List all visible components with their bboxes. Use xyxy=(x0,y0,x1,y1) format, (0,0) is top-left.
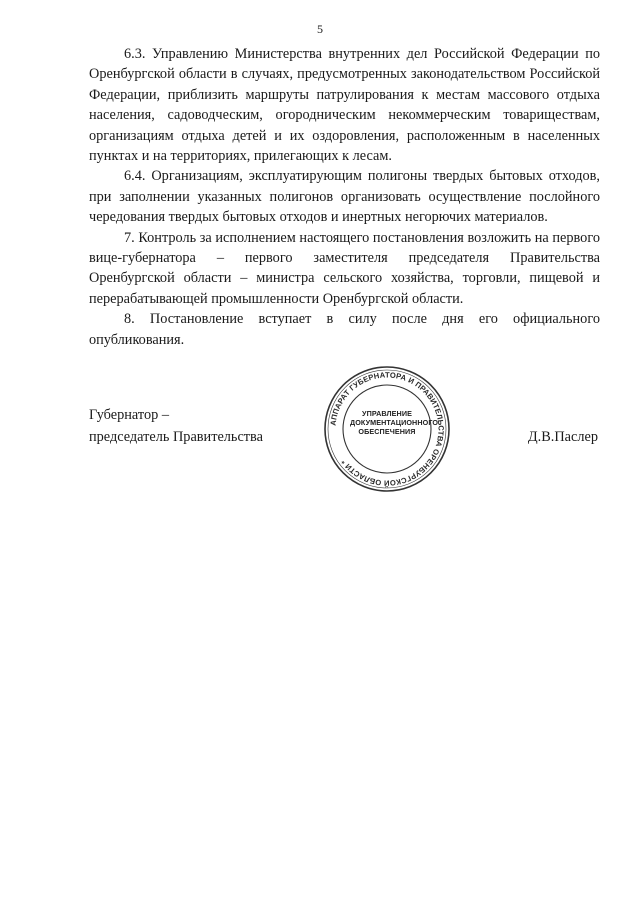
seal-center-text xyxy=(350,409,439,436)
paragraph-6-4: 6.4. Организациям, эксплуатирующим полигоны твердых бытовых отходов, при заполнении указанных полигонов организовать осуществление послойного чередования твердых бытовых отходов и инертных негорючих материалов. xyxy=(89,168,600,226)
signatory-title xyxy=(89,404,263,448)
seal-center-line1: УПРАВЛЕНИЕ xyxy=(362,409,412,418)
official-seal xyxy=(322,364,452,494)
seal-ring-text: АППАРАТ ГУБЕРНАТОРА И ПРАВИТЕЛЬСТВА ОРЕНБУРГСКОЙ ОБЛАСТИ * xyxy=(328,370,446,488)
paragraph-7: 7. Контроль за исполнением настоящего постановления возложить на первого вице-губернатора – первого заместителя председателя Правительства Оренбургской области – министра сельского хозяйства, торговли, пищевой и перерабатывающей промышленности Оренбургской области. xyxy=(89,229,600,307)
paragraph-8: 8. Постановление вступает в силу после дня его официального опубликования. xyxy=(89,311,600,348)
signatory-title-line2: председатель Правительства xyxy=(89,429,263,445)
page-number: 5 xyxy=(317,22,323,36)
seal-center-line3: ОБЕСПЕЧЕНИЯ xyxy=(358,427,416,436)
paragraph-6-3: 6.3. Управлению Министерства внутренних дел Российской Федерации по Оренбургской области в случаях, предусмотренных законодательством Российской Федерации, приблизить маршруты патрулирования к местам массового отдыха населения, садоводческим, огородническим некоммерческим товариществам, организациям отдыха детей и их оздоровления, расположенным в населенных пунктах и на территориях, прилегающих к лесам. xyxy=(89,46,600,165)
signatory-name: Д.В.Паслер xyxy=(527,429,598,445)
signatory-title-line1: Губернатор – xyxy=(89,407,169,423)
seal-center-line2: ДОКУМЕНТАЦИОННОГО xyxy=(350,418,439,427)
